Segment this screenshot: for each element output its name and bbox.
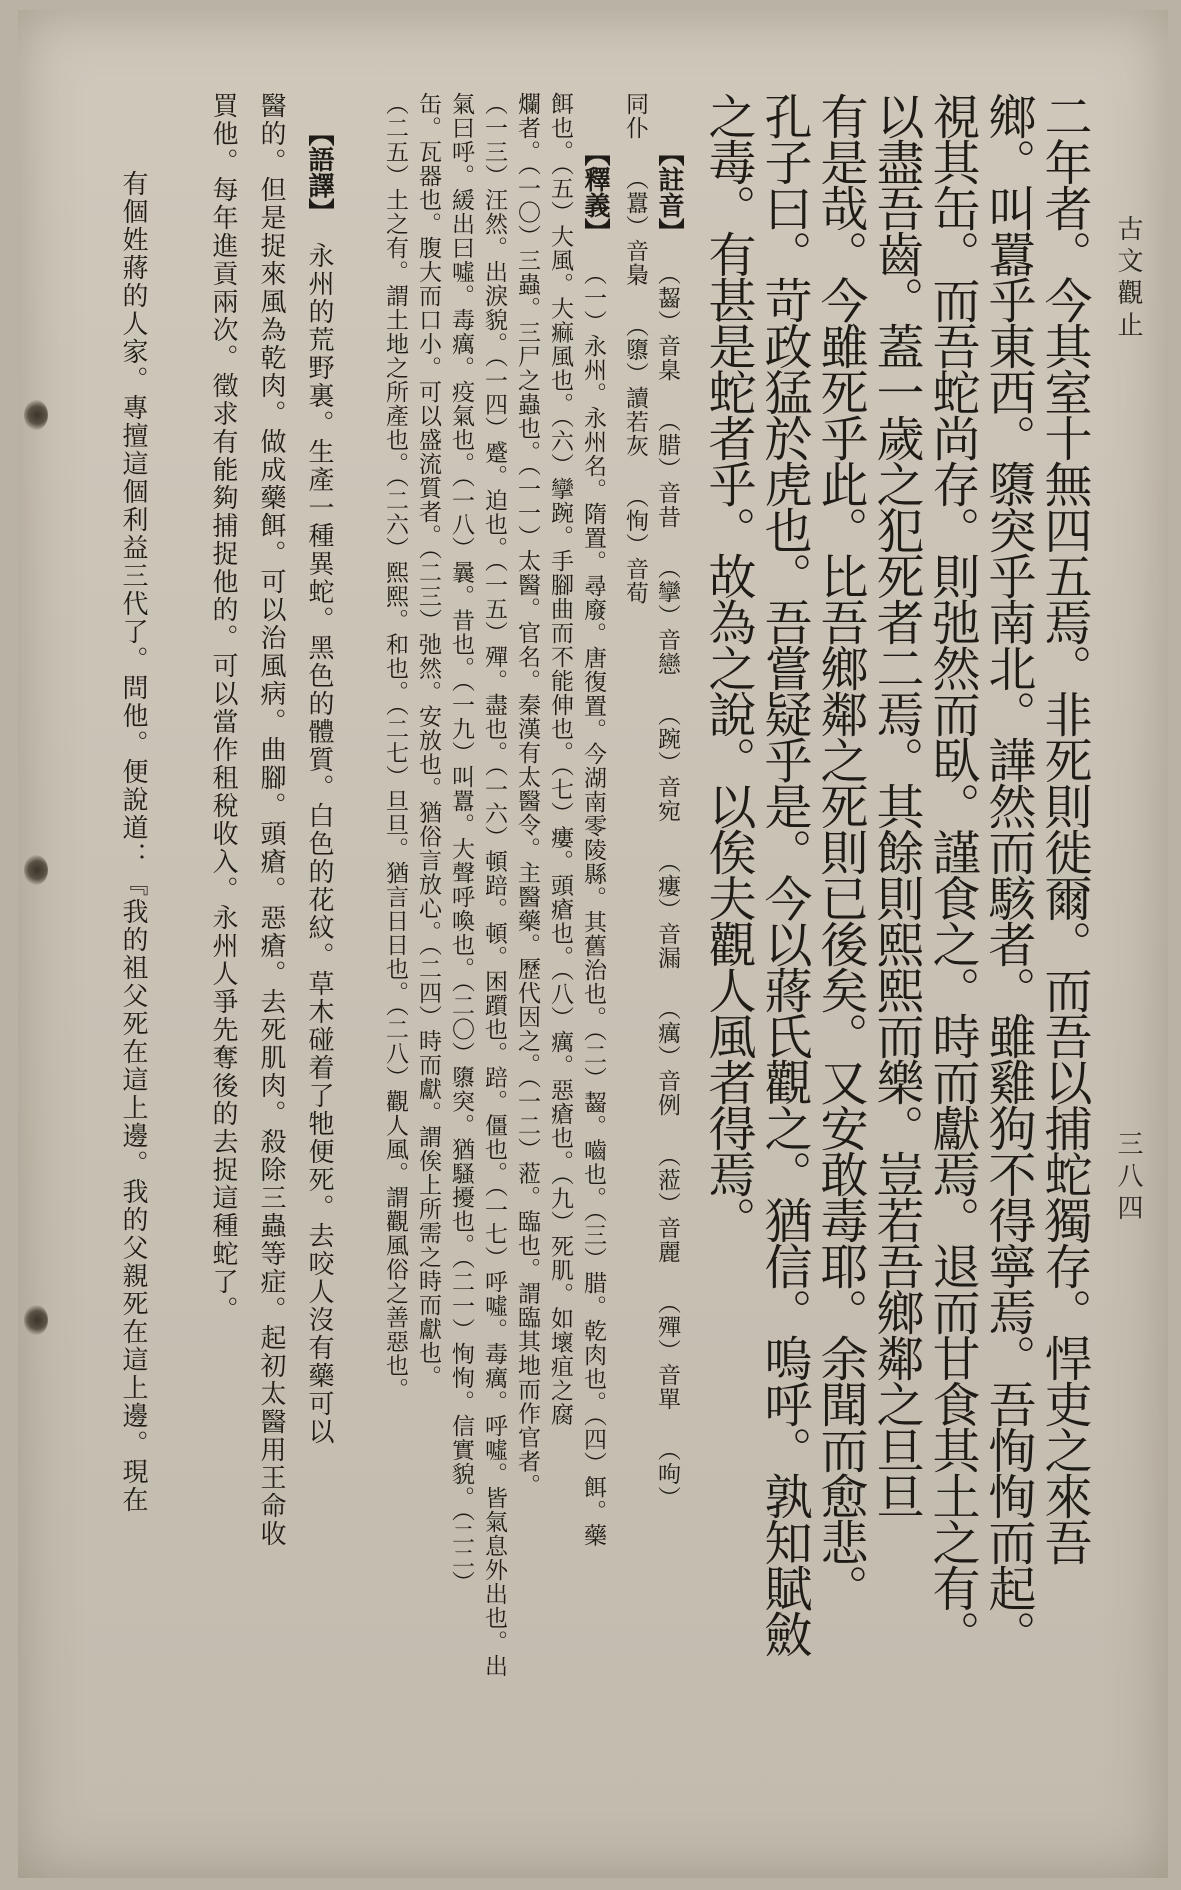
explanation-column: （一三）汪然。出淚貌。（一四）蹙。迫也。（一五）殫。盡也。（一六）頓踣。頓。困躓也。踣。僵也。（一七）呼噓。毒癘。呼噓。皆氣息外出也。出 — [481, 92, 507, 1678]
explanation-column: 氣曰呼。緩出曰噓。毒癘。疫氣也。（一八）曩。昔也。（一九）叫囂。大聲呼喚也。（二〇）隳突。猶騷擾也。（二一）恂恂。信實貌。（二二） — [448, 92, 474, 1595]
main-text-column: 二年者。今其室十無四五焉。非死則徙爾。而吾以捕蛇獨存。悍吏之來吾 — [1036, 92, 1092, 1564]
main-text-column: 以盡吾齒。蓋一歲之犯死者二焉。其餘則熙熙而樂。豈若吾鄉鄰之旦旦 — [868, 92, 924, 1518]
phonetic-column: （齧）音臬 （腊）音昔 （攣）音戀 （踠）音宛 （瘻）音漏 （癘）音例 （蒞）音麗 （殫）音單 （呴） — [654, 262, 680, 1510]
binding-hole — [24, 855, 48, 885]
translation-column: 永州的荒野裏。生產一種異蛇。黑色的體質。白色的花紋。草木碰着了牠便死。去咬人沒有藥可以 — [304, 242, 334, 1446]
explanation-column: 爛者。（一〇）三蟲。三尸之蟲也。（一一）太醫。官名。秦漢有太醫令。主醫藥。歷代因之。（一二）蒞。臨也。謂臨其地而作官者。 — [514, 92, 540, 1498]
main-text-column: 有是哉。今雖死乎此。比吾鄉鄰之死則已後矣。又安敢毒耶。余聞而愈悲。 — [812, 92, 868, 1610]
explanation-column: 缶。瓦器也。腹大而口小。可以盛流質者。（二三）弛然。安放也。猶俗言放心。（二四）時而獻。謂俟上所需之時而獻也。 — [415, 92, 441, 1389]
translation-label: 【語譯】 — [304, 120, 334, 224]
main-text-column: 孔子曰。苛政猛於虎也。吾嘗疑乎是。今以蔣氏觀之。猶信。嗚呼。孰知賦斂 — [756, 92, 812, 1656]
binding-hole — [24, 400, 48, 430]
explanation-column: （二五）土之有。謂土地之所產也。（二六）熙熙。和也。（二七）旦旦。猶言日日也。（二八）觀人風。謂觀風俗之善惡也。 — [382, 92, 408, 1402]
translation-column: 有個姓蔣的人家。專擅這個利益三代了。問他。便說道：『我的祖父死在這上邊。我的父親死在這上邊。現在 — [118, 170, 148, 1514]
explanation-label: 【釋義】 — [580, 140, 610, 244]
page-number: 三八四 — [1113, 1130, 1143, 1226]
explanation-column: 餌也。（五）大風。大痲風也。（六）攣踠。手腳曲而不能伸也。（七）瘻。頭瘡也。（八）癘。惡瘡也。（九）死肌。如壞疽之腐 — [547, 92, 573, 1427]
phonetic-label: 【註音】 — [654, 140, 684, 244]
book-title: 古文觀止 — [1113, 215, 1143, 343]
main-text-column: 之毒。有甚是蛇者乎。故為之說。以俟夫觀人風者得焉。 — [700, 92, 756, 1242]
phonetic-column: 同仆 （囂）音梟 （隳）讀若灰 （恂）音荀 — [622, 92, 648, 605]
main-text-column: 鄉。叫囂乎東西。隳突乎南北。譁然而駭者。雖雞狗不得寧焉。吾恂恂而起。 — [980, 92, 1036, 1656]
translation-column: 買他。每年進貢兩次。徵求有能夠捕捉他的。可以當作租稅收入。永州人爭先奪後的去捉這種蛇了。 — [208, 92, 238, 1324]
binding-hole — [24, 1305, 48, 1335]
explanation-column: （一）永州。永州名。隋置。尋廢。唐復置。今湖南零陵縣。其舊治也。（二）齧。嚙也。（三）腊。乾肉也。（四）餌。藥 — [580, 262, 606, 1548]
main-text-column: 視其缶。而吾蛇尚存。則弛然而臥。謹食之。時而獻焉。退而甘食其土之有。 — [924, 92, 980, 1656]
translation-column: 醫的。但是捉來風為乾肉。做成藥餌。可以治風病。曲腳。頭瘡。惡瘡。去死肌肉。殺除三蟲等症。起初太醫用王命收 — [256, 92, 286, 1548]
book-page — [18, 10, 1168, 1878]
